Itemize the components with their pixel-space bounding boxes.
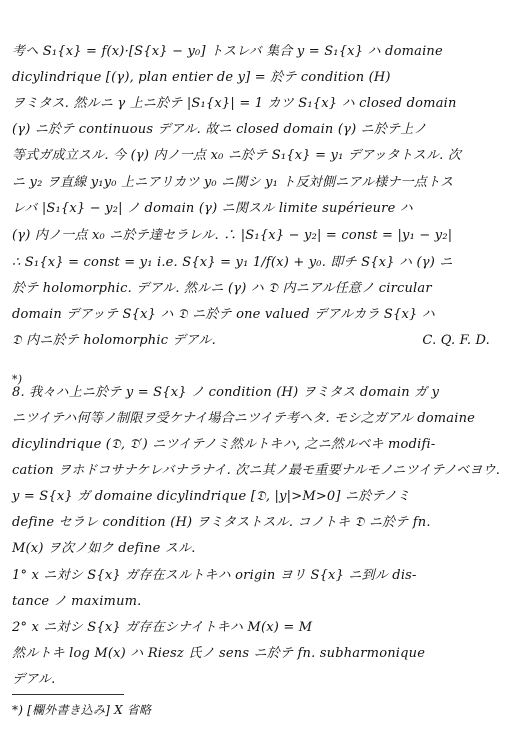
text-line: ニ y₂ ヲ直線 y₁y₀ 上ニアリカツ y₀ ニ関シ y₁ ト反対側ニアル様ナ一点トス (12, 175, 454, 190)
text-line: tance ノ maximum. (12, 594, 142, 609)
text-line: (γ) ニ於テ continuous デアル. 故ニ closed domain (γ) ニ於テ上ノ (12, 122, 427, 137)
text-line: dicylindrique [(γ), plan entier de y] = 於テ condition (H) (12, 70, 391, 85)
text-line: domain デアッテ S{x} ハ 𝔇 ニ於テ one valued デアルカラ S{x} ハ (12, 307, 435, 322)
text-line: cation ヲホドコサナケレバナラナイ. 次ニ其ノ最モ重要ナルモノニツイテノベヨウ. (12, 463, 501, 478)
text-line: 等式ガ成立スル. 今 (γ) 内ノ一点 x₀ ニ於テ S₁{x} = y₁ デアッタトスル. 次 (12, 148, 462, 163)
text-line: レバ |S₁{x} − y₂| ノ domain (γ) ニ関スル limite supérieure ハ (12, 201, 414, 216)
text-line: ∴ S₁{x} = const = y₁ i.e. S{x} = y₁ 1/f(x) + y₀. 即チ S{x} ハ (γ) ニ (12, 255, 453, 270)
text-line: 考ヘ S₁{x} = f(x)·[S{x} − y₀] トスレバ 集合 y = S₁{x} ハ domaine (12, 44, 443, 59)
text-line: 於テ holomorphic. デアル. 然ルニ (γ) ハ 𝔇 内ニアル任意ノ circular (12, 281, 432, 296)
text-line: y = S{x} ガ domaine dicylindrique [𝔇, |y|>M>0] ニ於テノミ (12, 489, 411, 504)
qed-mark: C. Q. F. D. (422, 333, 490, 348)
footnote-divider (12, 694, 124, 695)
text-line: dicylindrique (𝔇, 𝔇′) ニツイテノミ然ルトキハ, 之ニ然ルベキ modifi- (12, 437, 436, 452)
text-line: 1° x ニ対シ S{x} ガ存在スルトキハ origin ヨリ S{x} ニ到ル dis- (12, 568, 417, 583)
text-line: 8. 我々ハ上ニ於テ y = S{x} ノ condition (H) ヲミタス domain ガ y (12, 385, 440, 400)
text-line: 2° x ニ対シ S{x} ガ存在シナイトキハ M(x) = M (12, 620, 313, 635)
text-line: デアル. (12, 672, 56, 687)
text-line: (γ) 内ノ一点 x₀ ニ於テ達セラレル. ∴ |S₁{x} − y₂| = const = |y₁ − y₂| (12, 228, 453, 243)
text-line: ニツイテハ何等ノ制限ヲ受ケナイ場合ニツイテ考ヘタ. モシ之ガアル domaine (12, 411, 476, 426)
footnote: *) [欄外書き込み] X 省略 (12, 703, 152, 717)
text-line: define セラレ condition (H) ヲミタストスル. コノトキ 𝔇 ニ於テ fn. (12, 515, 431, 530)
text-line: M(x) ヲ次ノ如ク define スル. (12, 541, 196, 556)
text-line: ヲミタス. 然ルニ γ 上ニ於テ |S₁{x}| = 1 カツ S₁{x} ハ closed domain (12, 96, 457, 111)
asterisk-mark: *) (12, 373, 23, 386)
text-line: 然ルトキ log M(x) ハ Riesz 氏ノ sens ニ於テ fn. subharmonique (12, 646, 426, 661)
text-line: 𝔇 内ニ於テ holomorphic デアル. (12, 333, 216, 348)
